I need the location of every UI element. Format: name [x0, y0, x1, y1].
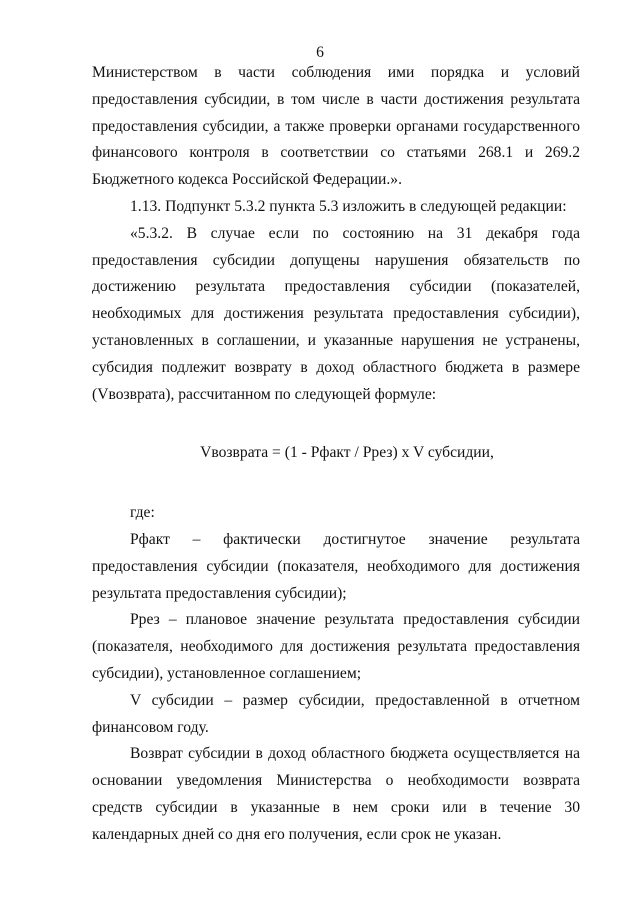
paragraph-refund-procedure: Возврат субсидии в доход областного бюджета осуществляется на основании уведомления Министерства о необходимости возврата средств субсидии в указанные в нем сроки или в течение 30 календарных дней со дня его получения, если срок не указан.: [92, 745, 580, 843]
paragraph-definition-rrez: Ррез – плановое значение результата предоставления субсидии (показателя, необходимого для достижения результата предоставления субсидии), установленное соглашением;: [92, 611, 580, 682]
refund-formula: Vвозврата = (1 - Рфакт / Ррез) x V субсидии,: [200, 444, 494, 462]
paragraph-amendment-heading: 1.13. Подпункт 5.3.2 пункта 5.3 изложить в следующей редакции:: [130, 197, 567, 215]
document-body: [92, 60, 580, 849]
paragraph-definition-rfakt: Рфакт – фактически достигнутое значение результата предоставления субсидии (показателя, необходимого для достижения результата предоставления субсидии);: [92, 530, 580, 602]
page-number: 6: [316, 44, 324, 61]
paragraph-definition-v-subsidy: V субсидии – размер субсидии, предоставленной в отчетном финансовом году.: [92, 691, 580, 736]
paragraph-continuation: Министерством в части соблюдения ими порядка и условий предоставления субсидии, в том числе в части достижения результата предоставления субсидии, а также проверки органами государственного финансового контроля в соответствии со статьями 268.1 и 269.2 Бюджетного кодекса Российской Федерации.».: [92, 64, 580, 189]
paragraph-where: где:: [130, 504, 155, 522]
paragraph-clause-5-3-2: «5.3.2. В случае если по состоянию на 31 декабря года предоставления субсидии допущены нарушения обязательств по достижению результата предоставления субсидии (показателей, необходимых для достижения результата предоставления субсидии), установленных в соглашении, и указанные нарушения не устранены, субсидия подлежит возврату в доход областного бюджета в размере (Vвозврата), рассчитанном по следующей формуле:: [92, 224, 580, 403]
